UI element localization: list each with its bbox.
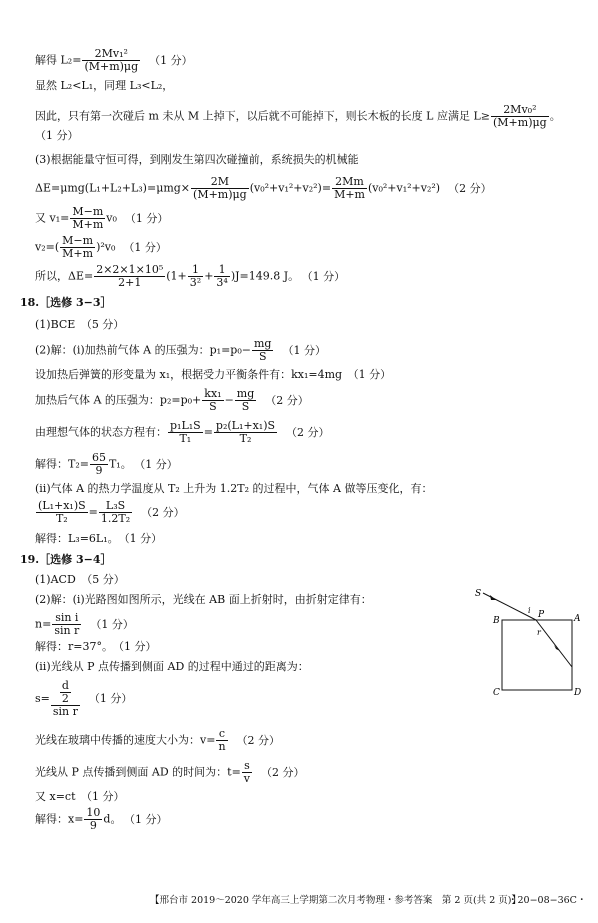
q19-refraction-eq: n= $\frac{\text{sin i}}{\text{sin r}}$ （1 分）	[35, 611, 134, 637]
q19-time-eq: 光线从 P 点传播到侧面 AD 的时间为：t= $\frac{s}{v}$ （2 分）	[35, 759, 305, 785]
q18-p2-eq: 加热后气体 A 的压强为：p₂=p₀+ $\frac{\text{kx₁}}{S}$ − $\frac{mg}{S}$ （2 分）	[35, 387, 309, 413]
q18-part-ii: (ⅱ)气体 A 的热力学温度从 T₂ 上升为 1.2T₂ 的过程中，气体 A 做等压变化，有：	[35, 482, 433, 495]
q19-speed-eq: 光线在玻璃中传播的速度大小为：v= $\frac{c}{n}$ （2 分）	[35, 727, 281, 753]
q19-x-eq: 又 x=ct （1 分）	[35, 790, 125, 803]
q18-state-eq: 由理想气体的状态方程有： $\frac{\text{p₁L₁S}}{\text{T₁}}$ = $\frac{\text{p₂(L₁+x₁)S}}{\text{T₂}}$ （2 分）	[35, 419, 330, 445]
q19-distance-eq: s= $\frac{\frac{d}{2}}{\text{sin r}}$ （1 分）	[35, 679, 133, 718]
label-i: i	[528, 606, 531, 615]
q18-spring-line: 设加热后弹簧的形变量为 x₁，根据受力平衡条件有：kx₁=4mg （1 分）	[35, 368, 392, 381]
refracted-ray	[536, 620, 572, 667]
v1-eq: 又 v₁= $\frac{M-m}{M+m}$ v₀ （1 分）	[35, 205, 169, 231]
q18-part1: (1)BCE （5 分）	[35, 318, 125, 331]
q19-part2-intro: (2)解：(ⅰ)光路图如图所示，光线在 AB 面上折射时，由折射定律有：	[35, 593, 372, 606]
label-r: r	[537, 628, 541, 637]
label-s: S	[475, 589, 482, 599]
label-d: D	[574, 688, 582, 698]
page-footer: 【邢台市 2019～2020 学年高三上学期第二次月考物理・参考答案 第 2 页(共 2 页)】	[150, 895, 521, 906]
conclusion-line: 因此，只有第一次碰后 m 未从 M 上掉下，以后就不可能掉下，则长木板的长度 L 应满足 L≥ $\frac{\text{2Mv₀²}}{(M+m)\mu g}$ 。	[35, 103, 561, 129]
q18-l3-result: 解得：L₃=6L₁。 （1 分）	[35, 532, 163, 545]
doc-code: ・20−08−36C・	[508, 895, 587, 906]
label-p: P	[538, 610, 545, 620]
question-19-heading: 19.［选修 3−4］	[20, 553, 112, 566]
part3-intro: (3)根据能量守恒可得，到刚发生第四次碰撞前，系统损失的机械能	[35, 153, 359, 166]
label-a: A	[574, 614, 581, 624]
q18-t2-result: 解得：T₂= $\frac{65}{9}$ T₁。 （1 分）	[35, 451, 178, 477]
q19-part-ii: (ⅱ)光线从 P 点传播到侧面 AD 的过程中通过的距离为：	[35, 660, 309, 673]
label-c: C	[493, 688, 500, 698]
question-18-heading: 18.［选修 3−3］	[20, 296, 112, 309]
light-path-figure	[470, 585, 590, 705]
q18-p1-eq: (2)解：(ⅰ)加热前气体 A 的压强为：p₁=p₀− $\frac{mg}{S}$ （1 分）	[35, 337, 326, 363]
q19-x-result: 解得：x= $\frac{10}{9}$ d。 （1 分）	[35, 806, 168, 832]
q19-r-result: 解得：r=37°。 （1 分）	[35, 640, 157, 653]
energy-loss-eq: ΔE=μmg(L₁+L₂+L₃)=μmg× $\frac{2M}{(M+m)\mu g}$ (v₀²+v₁²+v₂²)= $\frac{2Mm}{M+m}$ (v₀²+v₁²+v₂²) （2 分）	[35, 175, 492, 201]
q18-isobaric-eq: $\frac{\text{(L₁+x₁)S}}{\text{T₂}}$ = $\frac{\text{L₃S}}{\text{1.2T₂}}$ （2 分）	[38, 499, 185, 525]
q19-part1: (1)ACD （5 分）	[35, 573, 125, 586]
comparison-line: 显然 L₂<L₁，同理 L₃<L₂，	[35, 79, 174, 92]
v2-eq: v₂=( $\frac{M-m}{M+m}$ )²v₀ （1 分）	[35, 234, 167, 260]
score-line: （1 分）	[35, 129, 79, 142]
label-b: B	[493, 616, 500, 626]
refracted-ray-arrow	[554, 645, 560, 651]
delta-e-result: 所以，ΔE= $\frac{\text{2×2×1×10⁵}}{2+1}$ (1+ $\frac{1}{\text{3²}}$ + $\frac{1}{\text{3⁴}}$ )J=149.8 J。 （1 分）	[35, 263, 346, 289]
eq-l2: 解得 L₂= $\frac{\text{2Mv₁²}}{(M+m)\mu g}$ （1 分）	[35, 47, 193, 73]
